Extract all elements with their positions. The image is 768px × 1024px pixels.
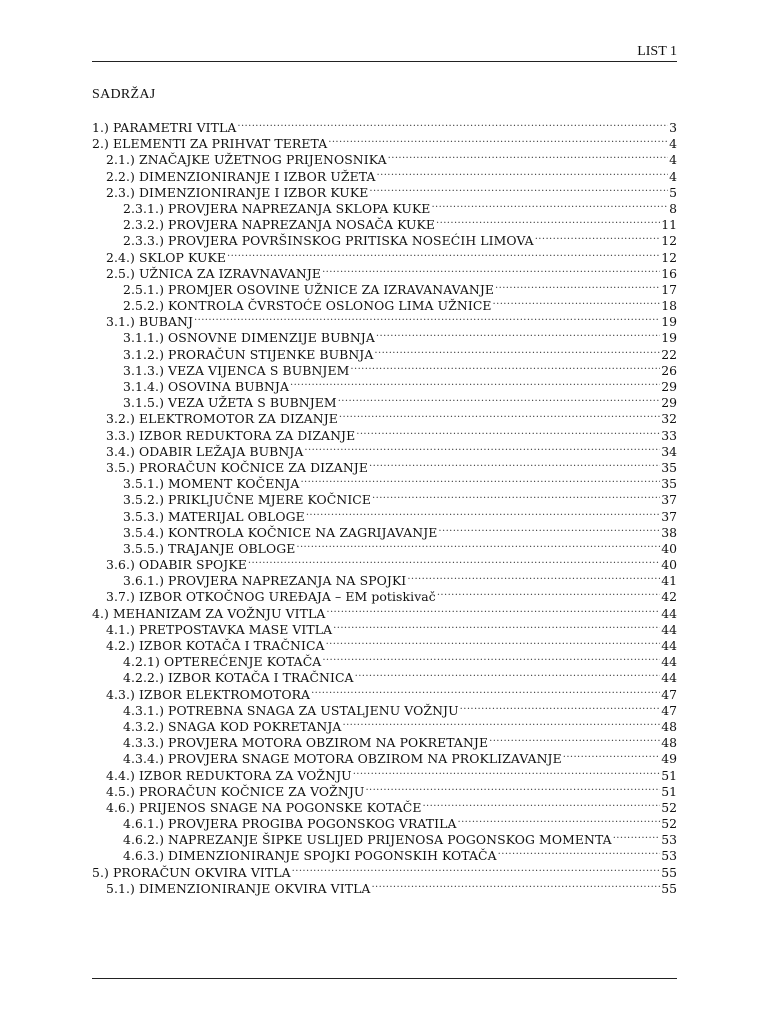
toc-entry[interactable] xyxy=(92,395,677,411)
toc-entry[interactable] xyxy=(92,476,677,492)
toc-entry[interactable] xyxy=(92,136,677,152)
toc-entry-label: 4.3.2.) SNAGA KOD POKRETANJA xyxy=(123,718,342,734)
dot-leader xyxy=(388,152,668,164)
toc-entry-label: 3.4.) ODABIR LEŽAJA BUBNJA xyxy=(106,443,304,459)
toc-entry[interactable] xyxy=(92,654,677,670)
toc-entry[interactable] xyxy=(92,444,677,460)
toc-entry-page: 48 xyxy=(661,718,677,734)
toc-entry-label: 5.) PRORAČUN OKVIRA VITLA xyxy=(92,864,291,880)
dot-leader xyxy=(374,347,660,359)
dot-leader xyxy=(407,573,660,585)
toc-entry-page: 51 xyxy=(661,783,677,799)
toc-entry-label: 2.5.) UŽNICA ZA IZRAVNAVANJE xyxy=(106,265,322,281)
toc-entry-label: 2.5.1.) PROMJER OSOVINE UŽNICE ZA IZRAVANAVANJE xyxy=(123,281,495,297)
toc-entry-label: 3.3.) IZBOR REDUKTORA ZA DIZANJE xyxy=(106,427,356,443)
toc-entry-label: 4.2.2.) IZBOR KOTAČA I TRAČNICA xyxy=(123,670,354,686)
toc-entry-label: 3.1.5.) VEZA UŽETA S BUBNJEM xyxy=(123,395,337,411)
toc-entry-label: 3.6.1.) PROVJERA NAPREZANJA NA SPOJKI xyxy=(123,573,407,589)
toc-entry-page: 12 xyxy=(661,249,677,265)
toc-entry[interactable] xyxy=(92,525,677,541)
toc-entry-page: 55 xyxy=(661,864,677,880)
dot-leader xyxy=(369,460,660,472)
toc-entry-page: 55 xyxy=(661,880,677,896)
dot-leader xyxy=(328,136,668,148)
toc-entry[interactable] xyxy=(92,217,677,233)
toc-entry-page: 32 xyxy=(661,411,677,427)
toc-entry[interactable] xyxy=(92,832,677,848)
toc-entry-label: 4.2.1) OPTEREĆENJE KOTAČA xyxy=(123,654,322,670)
toc-entry-label: 3.5.3.) MATERIJAL OBLOGE xyxy=(123,508,305,524)
toc-entry[interactable] xyxy=(92,509,677,525)
toc-entry-page: 53 xyxy=(661,848,677,864)
toc-entry-page: 40 xyxy=(661,540,677,556)
dot-leader xyxy=(326,606,660,618)
toc-entry-label: 2.3.3.) PROVJERA POVRŠINSKOG PRITISKA NOSEĆIH LIMOVA xyxy=(123,233,534,249)
toc-entry-page: 12 xyxy=(661,233,677,249)
toc-entry[interactable] xyxy=(92,541,677,557)
dot-leader xyxy=(227,250,660,262)
dot-leader xyxy=(438,525,660,537)
toc-entry-page: 53 xyxy=(661,832,677,848)
toc-entry-label: 4.6.2.) NAPREZANJE ŠIPKE USLIJED PRIJENOSA POGONSKOG MOMENTA xyxy=(123,832,612,848)
toc-entry-label: 3.1.4.) OSOVINA BUBNJA xyxy=(123,379,290,394)
dot-leader xyxy=(350,363,660,375)
toc-entry-page: 37 xyxy=(661,492,677,508)
toc-entry-label: 3.2.) ELEKTROMOTOR ZA DIZANJE xyxy=(106,411,338,427)
dot-leader xyxy=(372,492,660,504)
toc-entry[interactable] xyxy=(92,589,677,605)
toc-entry-label: 4.4.) IZBOR REDUKTORA ZA VOŽNJU xyxy=(106,767,352,783)
dot-leader xyxy=(371,881,660,893)
toc-entry[interactable] xyxy=(92,622,677,638)
toc-entry-label: 5.1.) DIMENZIONIRANJE OKVIRA VITLA xyxy=(106,880,371,896)
toc-entry-label: 2.1.) ZNAČAJKE UŽETNOG PRIJENOSNIKA xyxy=(106,152,387,168)
dot-leader xyxy=(377,169,669,181)
toc-entry-page: 22 xyxy=(661,346,677,362)
toc-entry[interactable] xyxy=(92,201,677,217)
toc-entry-label: 4.6.3.) DIMENZIONIRANJE SPOJKI POGONSKIH KOTAČA xyxy=(123,848,497,864)
toc-entry[interactable] xyxy=(92,768,677,784)
dot-leader xyxy=(613,832,661,844)
dot-leader xyxy=(563,751,660,763)
toc-entry-page: 47 xyxy=(661,702,677,718)
toc-entry-label: 3.7.) IZBOR OTKOČNOG UREĐAJA – EM potiskivač xyxy=(106,589,436,605)
toc-entry[interactable] xyxy=(92,379,677,395)
toc-entry-page: 44 xyxy=(661,605,677,621)
toc-entry-page: 42 xyxy=(661,589,677,605)
toc-entry[interactable] xyxy=(92,816,677,832)
toc-entry-label: 4.6.) PRIJENOS SNAGE NA POGONSKE KOTAČE xyxy=(106,799,422,815)
toc-entry-label: 4.3.1.) POTREBNA SNAGA ZA USTALJENU VOŽNJU xyxy=(123,702,459,718)
toc-entry-page: 44 xyxy=(661,654,677,670)
toc-entry[interactable] xyxy=(92,784,677,800)
toc-entry-label: 3.1.) BUBANJ xyxy=(106,314,194,330)
toc-entry-page: 3 xyxy=(669,120,677,135)
dot-leader xyxy=(300,476,660,488)
dot-leader xyxy=(339,411,660,423)
dot-leader xyxy=(342,719,660,731)
toc-entry-page: 11 xyxy=(661,217,677,233)
toc-entry-page: 4 xyxy=(669,152,677,168)
toc-entry-label: 4.6.1.) PROVJERA PROGIBA POGONSKOG VRATILA xyxy=(123,816,457,832)
dot-leader xyxy=(369,185,668,197)
toc-entry-label: 3.5.) PRORAČUN KOČNICE ZA DIZANJE xyxy=(106,459,369,475)
toc-entry[interactable] xyxy=(92,298,677,314)
dot-leader xyxy=(353,768,661,780)
dot-leader xyxy=(194,314,660,326)
toc-entry-page: 41 xyxy=(661,573,677,589)
toc-entry-page: 44 xyxy=(661,670,677,686)
toc-entry[interactable] xyxy=(92,185,677,201)
dot-leader xyxy=(365,784,660,796)
toc-entry-page: 35 xyxy=(661,476,677,492)
toc-entry-page: 29 xyxy=(661,395,677,411)
toc-entry[interactable] xyxy=(92,881,677,897)
toc-entry[interactable] xyxy=(92,120,677,136)
toc-entry-page: 19 xyxy=(661,314,677,330)
toc-entry-label: 2.4.) SKLOP KUKE xyxy=(106,249,226,265)
dot-leader xyxy=(460,703,661,715)
toc-entry[interactable] xyxy=(92,411,677,427)
dot-leader xyxy=(304,444,660,456)
dot-leader xyxy=(356,428,660,440)
dot-leader xyxy=(292,865,661,877)
toc-entry-page: 4 xyxy=(669,136,677,152)
toc-entry-label: 4.2.) IZBOR KOTAČA I TRAČNICA xyxy=(106,638,325,653)
toc-entry[interactable] xyxy=(92,800,677,816)
toc-entry[interactable] xyxy=(92,250,677,266)
toc-entry-label: 3.5.5.) TRAJANJE OBLOGE xyxy=(123,540,296,556)
toc-entry[interactable] xyxy=(92,460,677,476)
toc-entry-page: 4 xyxy=(669,168,677,184)
dot-leader xyxy=(535,233,661,245)
toc-entry[interactable] xyxy=(92,865,677,881)
dot-leader xyxy=(437,589,660,601)
header-rule xyxy=(92,61,677,62)
toc-entry-page: 44 xyxy=(661,638,677,653)
toc-entry-label: 4.3.3.) PROVJERA MOTORA OBZIROM NA POKRETANJE xyxy=(123,735,489,751)
toc-entry-page: 48 xyxy=(661,735,677,751)
toc-entry-page: 19 xyxy=(661,330,677,346)
toc-entry[interactable] xyxy=(92,428,677,444)
dot-leader xyxy=(355,670,661,682)
toc-entry-page: 37 xyxy=(661,508,677,524)
toc-entry-page: 52 xyxy=(661,816,677,832)
toc-entry-label: 2.3.1.) PROVJERA NAPREZANJA SKLOPA KUKE xyxy=(123,200,431,216)
toc-entry-label: 2.5.2.) KONTROLA ČVRSTOĆE OSLONOG LIMA UŽNICE xyxy=(123,298,492,314)
dot-leader xyxy=(290,379,660,391)
dot-leader xyxy=(248,557,660,569)
dot-leader xyxy=(311,687,660,699)
toc-entry[interactable] xyxy=(92,282,677,298)
dot-leader xyxy=(436,217,660,229)
toc-entry[interactable] xyxy=(92,492,677,508)
dot-leader xyxy=(498,848,661,860)
toc-entry-label: 3.1.2.) PRORAČUN STIJENKE BUBNJA xyxy=(123,346,374,362)
dot-leader xyxy=(322,266,660,278)
dot-leader xyxy=(489,735,660,747)
toc-entry[interactable] xyxy=(92,751,677,767)
toc-entry-page: 47 xyxy=(661,686,677,702)
dot-leader xyxy=(296,541,660,553)
table-of-contents xyxy=(92,120,677,897)
dot-leader xyxy=(333,622,660,634)
toc-entry-page: 29 xyxy=(661,379,677,394)
toc-entry-label: 2.2.) DIMENZIONIRANJE I IZBOR UŽETA xyxy=(106,168,376,184)
toc-entry[interactable] xyxy=(92,638,677,654)
dot-leader xyxy=(237,120,668,132)
toc-entry[interactable] xyxy=(92,363,677,379)
toc-entry[interactable] xyxy=(92,573,677,589)
toc-entry-label: 4.3.) IZBOR ELEKTROMOTORA xyxy=(106,686,311,702)
toc-entry-page: 44 xyxy=(661,621,677,637)
dot-leader xyxy=(376,330,660,342)
toc-entry-page: 34 xyxy=(661,443,677,459)
toc-entry-label: 4.1.) PRETPOSTAVKA MASE VITLA xyxy=(106,621,333,637)
toc-entry-label: 2.3.) DIMENZIONIRANJE I IZBOR KUKE xyxy=(106,184,369,200)
toc-entry-label: 1.) PARAMETRI VITLA xyxy=(92,120,237,135)
dot-leader xyxy=(326,638,661,650)
toc-entry[interactable] xyxy=(92,687,677,703)
toc-entry-page: 40 xyxy=(661,557,677,573)
toc-entry-label: 3.5.4.) KONTROLA KOČNICE NA ZAGRIJAVANJE xyxy=(123,524,438,540)
toc-entry[interactable] xyxy=(92,347,677,363)
toc-entry[interactable] xyxy=(92,152,677,168)
toc-entry[interactable] xyxy=(92,848,677,864)
dot-leader xyxy=(495,282,660,294)
toc-entry-page: 49 xyxy=(661,751,677,767)
toc-entry-label: 3.5.2.) PRIKLJUČNE MJERE KOČNICE xyxy=(123,492,372,508)
toc-entry-page: 33 xyxy=(661,427,677,443)
dot-leader xyxy=(306,509,660,521)
toc-entry-page: 5 xyxy=(669,184,677,200)
toc-entry-label: 3.1.3.) VEZA VIJENCA S BUBNJEM xyxy=(123,362,350,378)
dot-leader xyxy=(322,654,660,666)
toc-entry-label: 3.6.) ODABIR SPOJKE xyxy=(106,557,247,573)
toc-entry-page: 38 xyxy=(661,524,677,540)
toc-entry-page: 16 xyxy=(661,265,677,281)
dot-leader xyxy=(338,395,661,407)
toc-entry[interactable] xyxy=(92,719,677,735)
dot-leader xyxy=(422,800,660,812)
toc-entry-page: 18 xyxy=(661,298,677,314)
dot-leader xyxy=(493,298,661,310)
toc-entry[interactable] xyxy=(92,703,677,719)
toc-entry-page: 51 xyxy=(661,767,677,783)
toc-entry-label: 2.) ELEMENTI ZA PRIHVAT TERETA xyxy=(92,136,328,152)
toc-entry[interactable] xyxy=(92,233,677,249)
toc-entry[interactable] xyxy=(92,266,677,282)
toc-entry-page: 52 xyxy=(661,799,677,815)
dot-leader xyxy=(431,201,668,213)
footer-rule xyxy=(92,978,677,979)
toc-entry-page: 35 xyxy=(661,459,677,475)
toc-entry[interactable] xyxy=(92,330,677,346)
toc-entry[interactable] xyxy=(92,606,677,622)
toc-entry[interactable] xyxy=(92,670,677,686)
toc-entry-label: 2.3.2.) PROVJERA NAPREZANJA NOSAČA KUKE xyxy=(123,217,436,233)
toc-entry-page: 8 xyxy=(669,200,677,216)
toc-entry[interactable] xyxy=(92,735,677,751)
toc-entry-page: 26 xyxy=(661,362,677,378)
toc-entry-page: 17 xyxy=(661,281,677,297)
toc-entry-label: 4.3.4.) PROVJERA SNAGE MOTORA OBZIROM NA PROKLIZAVANJE xyxy=(123,751,562,767)
toc-entry-label: 4.5.) PRORAČUN KOČNICE ZA VOŽNJU xyxy=(106,783,365,799)
toc-entry[interactable] xyxy=(92,169,677,185)
page-header-label: LIST 1 xyxy=(637,44,677,59)
toc-title: SADRŽAJ xyxy=(92,87,156,102)
toc-entry[interactable] xyxy=(92,314,677,330)
dot-leader xyxy=(458,816,661,828)
toc-entry-label: 4.) MEHANIZAM ZA VOŽNJU VITLA xyxy=(92,605,326,621)
toc-entry-label: 3.1.1.) OSNOVNE DIMENZIJE BUBNJA xyxy=(123,330,375,346)
toc-entry-label: 3.5.1.) MOMENT KOČENJA xyxy=(123,476,300,492)
toc-entry[interactable] xyxy=(92,557,677,573)
